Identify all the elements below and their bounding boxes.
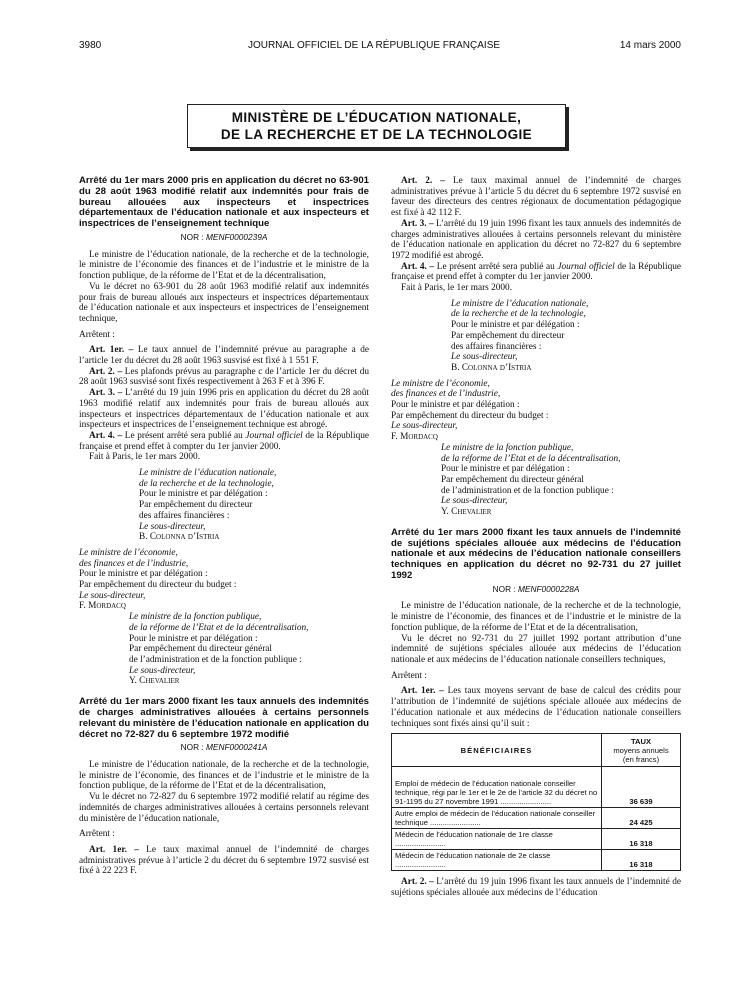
article-text: Le taux maximal annuel de l’indemnité de charges administratives prévue à l’article 5 du décret du 6 septembre 1972 susvisé en faveur des directeurs des centres régionaux de documentation pédagogique est fixé à 42 112 F. <box>391 176 681 219</box>
nor-label: NOR : <box>180 231 204 242</box>
signatory-name: B. Colonna d’Istria <box>451 362 532 373</box>
decree-2-art-2 <box>391 176 681 219</box>
signatory-title: Le sous-directeur, <box>391 421 458 432</box>
decree-2-art-4 <box>391 262 681 283</box>
article-text: Le taux annuel de l’indemnité prévue au paragraphe a de l’article 1er du décret du 28 août 1963 susvisé est fixé à 1 551 F. <box>79 345 370 367</box>
article-text: de la République française et prend effet à compter du 1er janvier 2000. <box>79 430 370 452</box>
article-text: L’arrêté du 19 juin 1996 fixant les taux annuels de l’indemnité de sujétions spéciales allouée aux médecins de l’éducation <box>391 877 681 898</box>
table-header-row <box>392 734 681 767</box>
delegation-line: Pour le ministre et par délégation : <box>441 464 570 475</box>
article-label: Art. 1er. – <box>89 345 134 356</box>
decree-3-arretent: Arrêtent : <box>391 670 427 681</box>
decree-2-title: Arrêté du 1er mars 2000 fixant les taux annuels des indemnités de charges administratives allouées à certains personnels relevant du ministère de l’éducation nationale en application du décret no 72-827 du 6 septembre 1972 modifié <box>79 696 370 740</box>
decree-1-preamble: Le ministre de l’éducation nationale, de la recherche et de la technologie, le ministre de l’économie des finances et de l’industrie et le ministre de la fonction publique, de la réforme de l’Etat et de la décentralisation, <box>79 249 369 282</box>
article-label: Art. 1er. – <box>89 844 139 855</box>
decree-1-fait: Fait à Paris, le 1er mars 2000. <box>89 452 201 463</box>
nor-code: MENF0000228A <box>518 583 580 594</box>
decree-1-nor <box>79 232 369 243</box>
ministry-line-1: MINISTÈRE DE L’ÉDUCATION NATIONALE, <box>231 110 522 125</box>
article-label: Art. 4. – <box>401 261 435 272</box>
signatory-name: B. Colonna d’Istria <box>139 532 220 543</box>
table-row <box>392 767 681 808</box>
col-taux-line-1: TAUX <box>630 736 652 746</box>
signatory-title: de la réforme de l’Etat et de la décentralisation, <box>129 622 309 633</box>
decree-3-title: Arrêté du 1er mars 2000 fixant les taux annuels de l’indemnité de sujétions spéciales allouée aux médecins de l’éducation nationale et aux médecins de l’éducation nationale conseillers techniques en application du décret no 92-731 du 27 juillet 1992 <box>391 526 681 581</box>
table-cell-beneficiary: Autre emploi de médecin de l’éducation nationale conseiller technique ........................ <box>392 808 602 829</box>
article-text: L’arrêté du 19 juin 1996 fixant les taux annuels des indemnités de charges administratives allouées à certains personnels relevant du ministère de l’éducation nationale en application du décret no 72-827 du 6 septembre 1972 modifié est abrogé. <box>391 218 681 261</box>
article-text: Les plafonds prévus au paragraphe c de l’article 1er du décret du 28 août 1963 susvisé sont fixés respectivement à 263 F et à 396 F. <box>79 366 370 388</box>
delegation-line: Pour le ministre et par délégation : <box>139 489 268 500</box>
table-cell-rate: 16 318 <box>602 850 681 871</box>
delegation-line: des affaires financières : <box>451 341 542 352</box>
signatory-title: Le sous-directeur, <box>441 496 508 507</box>
rates-table <box>391 733 681 871</box>
article-label: Art. 1er. – <box>401 686 444 697</box>
decree-1-signatures-fp <box>79 612 369 687</box>
delegation-line: Par empêchement du directeur <box>451 330 565 341</box>
col-taux-header <box>602 734 681 767</box>
decree-3-preamble: Le ministre de l’éducation nationale, de la recherche et de la technologie, le ministre de l’économie, des finances et de l’industrie et le ministre de la fonction publique, de la réforme de l’Etat et de la décentralisation, <box>391 601 681 633</box>
table-row <box>392 850 681 871</box>
table-cell-rate: 36 639 <box>602 767 681 808</box>
signatory-name: Y. Chevalier <box>441 507 492 518</box>
decree-2-signatures-eco <box>391 379 681 443</box>
delegation-line: de l’administration et de la fonction publique : <box>129 655 302 665</box>
signatory-title: Le ministre de l’éducation nationale, <box>451 298 589 309</box>
delegation-line: de l’administration et de la fonction publique : <box>441 485 614 496</box>
decree-3-visa: Vu le décret no 92-731 du 27 juillet 1992 portant attribution d’une indemnité de sujétions spéciales allouée aux médecins de l’éducation nationale et aux médecins de l’éducation nationale conseillers techniques, <box>391 633 681 665</box>
col-taux-line-2: moyens annuels <box>613 745 669 755</box>
col-taux-line-3: (en francs) <box>622 754 660 764</box>
nor-label: NOR : <box>180 742 204 753</box>
table-row <box>392 829 681 850</box>
decree-1-art-2 <box>79 367 369 388</box>
decree-2-nor <box>79 742 369 753</box>
delegation-line: Par empêchement du directeur général <box>441 474 584 485</box>
journal-title: JOURNAL OFFICIEL DE LA RÉPUBLIQUE FRANÇAISE <box>247 40 501 51</box>
signatory-name: F. Mordacq <box>79 601 126 612</box>
delegation-line: Par empêchement du directeur <box>139 500 253 511</box>
table-cell-beneficiary: Médecin de l’éducation nationale de 1re classe ........................ <box>392 829 602 850</box>
article-label: Art. 3. – <box>401 218 434 229</box>
table-cell-beneficiary: Emploi de médecin de l’éducation nationale conseiller technique, régi par le 1er et le 2e de l’article 32 du décret no 91-1195 du 27 novembre 1991 ........................ <box>392 767 602 808</box>
signatory-title: Le sous-directeur, <box>451 352 518 363</box>
decree-1-signatures <box>79 468 369 543</box>
nor-code: MENF0000239A <box>206 231 268 242</box>
right-column <box>391 176 681 899</box>
signatory-title: Le ministre de l’économie, <box>391 378 490 389</box>
signatory-title: des finances et de l’industrie, <box>79 558 189 569</box>
signatory-name: F. Mordacq <box>391 432 438 443</box>
signatory-title: des finances et de l’industrie, <box>391 389 501 400</box>
decree-2-visa: Vu le décret no 72-827 du 6 septembre 1972 modifié relatif au régime des indemnités de charges administratives allouées à certains personnels relevant du ministère de l’éducation nationale, <box>79 792 369 824</box>
delegation-line: Par empêchement du directeur du budget : <box>391 410 549 421</box>
nor-code: MENF0000241A <box>206 742 268 753</box>
decree-2-signatures-fp <box>391 443 681 518</box>
decree-3-art-2 <box>391 877 681 898</box>
article-label: Art. 2. – <box>89 366 123 377</box>
page-number: 3980 <box>79 40 102 51</box>
left-column <box>79 176 369 877</box>
signatory-title: de la recherche et de la technologie, <box>451 309 586 320</box>
signatory-title: Le ministre de la fonction publique, <box>441 442 574 453</box>
decree-1-title: Arrêté du 1er mars 2000 pris en application du décret no 63-901 du 28 août 1963 modifié relatif aux indemnités pour frais de bureau allouées aux inspecteurs et inspectrices départementaux de l’éducation nationale et aux inspecteurs et inspectrices de l’enseignement technique <box>79 175 369 230</box>
journal-reference: Journal officiel <box>245 430 303 441</box>
article-text: Le taux maximal annuel de l’indemnité de charges administratives prévue à l’article 2 du décret du 6 septembre 1972 susvisé est fixé à 22 223 F. <box>79 844 369 877</box>
signatory-name: Y. Chevalier <box>129 676 180 687</box>
decree-1-visa: Vu le décret no 63-901 du 28 août 1963 modifié relatif aux indemnités pour frais de bureau alloués aux inspecteurs et inspectrices départementaux de l’éducation nationale et aux inspecteurs et inspectrices de l’enseignement technique, <box>79 281 369 324</box>
delegation-line: Pour le ministre et par délégation : <box>79 569 208 580</box>
delegation-line: Par empêchement du directeur général <box>129 644 272 655</box>
col-beneficiaires-header: BÉNÉFICIAIRES <box>392 734 602 767</box>
ministry-line-2: DE LA RECHERCHE ET DE LA TECHNOLOGIE <box>220 127 533 142</box>
signatory-title: de la recherche et de la technologie, <box>139 478 274 489</box>
decree-1-signatures-eco <box>79 548 369 612</box>
journal-reference: Journal officiel <box>557 261 615 272</box>
decree-2-fait: Fait à Paris, le 1er mars 2000. <box>401 283 513 294</box>
decree-2-signatures <box>391 299 681 374</box>
table-cell-rate: 24 425 <box>602 808 681 829</box>
decree-1-art-3 <box>79 388 369 431</box>
article-label: Art. 3. – <box>89 388 123 399</box>
table-cell-beneficiary: Médecin de l’éducation nationale de 2e classe ........................ <box>392 850 602 871</box>
article-text: Les taux moyens servant de base de calcul des crédits pour l’attribution de l’indemnité de sujétions spéciale allouée aux médecins de l’éducation nationale et aux médecins de l’éducation nationale conseillers techniques sont fixés ainsi qu’il suit : <box>391 686 681 729</box>
delegation-line: Pour le ministre et par délégation : <box>451 320 580 331</box>
signatory-title: Le ministre de l’éducation nationale, <box>139 468 277 479</box>
signatory-title: Le sous-directeur, <box>79 590 146 601</box>
article-text: L’arrêté du 19 juin 1996 pris en application du décret du 28 août 1963 modifié relatif aux indemnités pour frais de bureau alloués aux inspecteurs et inspectrices départementaux de l’éducation nationale et aux inspecteurs et inspectrices de l’enseignement technique est abrogé. <box>79 388 370 431</box>
article-label: Art. 2. – <box>401 176 445 186</box>
nor-label: NOR : <box>492 583 516 594</box>
signatory-title: Le sous-directeur, <box>139 521 206 532</box>
article-label: Art. 2. – <box>401 877 434 888</box>
article-text: de la République française et prend effet à compter du 1er janvier 2000. <box>391 261 682 283</box>
decree-2-arretent: Arrêtent : <box>79 829 115 840</box>
delegation-line: Par empêchement du directeur du budget : <box>79 580 237 591</box>
decree-2-art-1 <box>79 845 369 877</box>
decree-2-art-3 <box>391 219 681 262</box>
delegation-line: Pour le ministre et par délégation : <box>391 400 520 411</box>
article-label: Art. 4. – <box>89 430 123 441</box>
delegation-line: des affaires financières : <box>139 510 230 521</box>
signatory-title: Le sous-directeur, <box>129 665 196 676</box>
delegation-line: Pour le ministre et par délégation : <box>129 633 258 644</box>
decree-3-art-1 <box>391 686 681 729</box>
issue-date: 14 mars 2000 <box>619 40 681 51</box>
decree-1-arretent: Arrêtent : <box>79 329 115 340</box>
table-row <box>392 808 681 829</box>
decree-1-art-1 <box>79 345 369 366</box>
decree-3-nor <box>391 584 681 595</box>
signatory-title: Le ministre de l’économie, <box>79 547 178 558</box>
decree-1-art-4 <box>79 431 369 452</box>
decree-2-preamble: Le ministre de l’éducation nationale, de la recherche et de la technologie, le ministre de l’économie, des finances et de l’industrie et le ministre de la fonction publique, de la réforme de l’Etat et de la décentralisation, <box>79 760 369 792</box>
ministry-heading <box>187 104 566 148</box>
table-cell-rate: 16 318 <box>602 829 681 850</box>
signatory-title: Le ministre de la fonction publique, <box>129 612 262 623</box>
signatory-title: de la réforme de l’Etat et de la décentralisation, <box>441 453 621 464</box>
article-text: Le présent arrêté sera publié au <box>124 430 243 441</box>
article-text: Le présent arrêté sera publié au <box>436 261 555 272</box>
